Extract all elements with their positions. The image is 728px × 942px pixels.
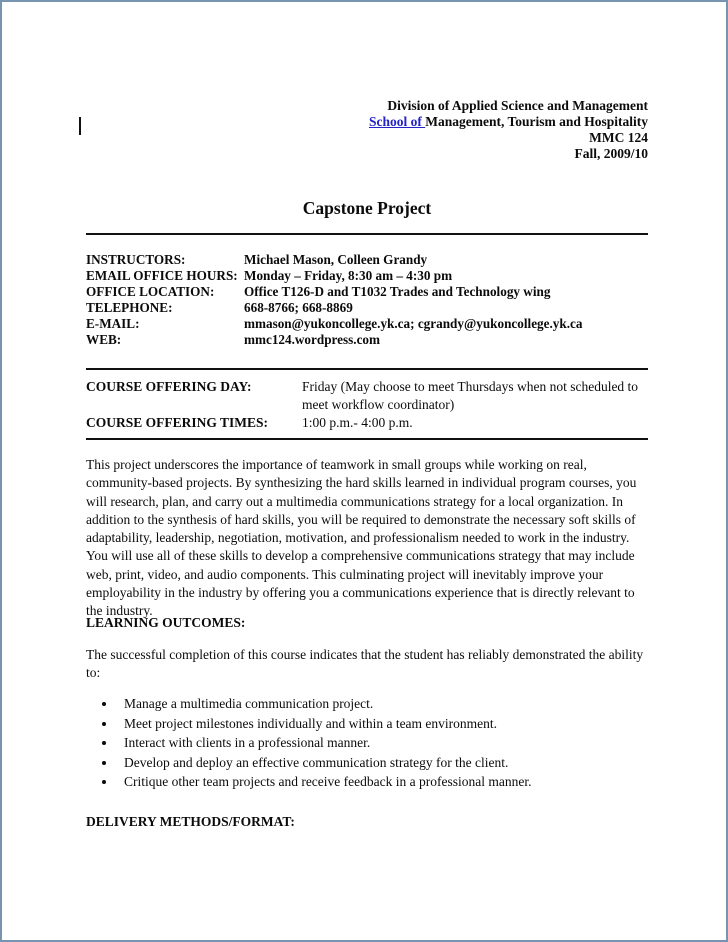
offering-value: Friday (May choose to meet Thursdays when not scheduled to meet workflow coordinator) xyxy=(302,379,639,412)
divider-below-offering xyxy=(86,438,648,440)
table-row xyxy=(86,252,648,268)
list-item: • Manage a multimedia communication project. xyxy=(117,694,648,714)
table-row xyxy=(86,300,648,316)
school-line-rest: Management, Tourism and Hospitality xyxy=(425,114,648,129)
contact-label: INSTRUCTORS: xyxy=(86,252,186,267)
contact-label: EMAIL OFFICE HOURS: xyxy=(86,267,238,283)
email-addresses: mmason@yukoncollege.yk.ca; cgrandy@yukoncollege.yk.ca xyxy=(244,315,583,331)
page-title: Capstone Project xyxy=(302,198,432,218)
contact-info-table xyxy=(86,252,648,347)
list-item: • Develop and deploy an effective communication strategy for the client. xyxy=(117,753,648,773)
course-code: MMC 124 xyxy=(589,130,648,145)
list-item: • Meet project milestones individually and within a team environment. xyxy=(117,714,648,734)
list-item: • Critique other team projects and receive feedback in a professional manner. xyxy=(117,772,648,792)
list-item: • Interact with clients in a professional manner. xyxy=(117,733,648,753)
table-row xyxy=(86,316,648,332)
course-offering-table xyxy=(86,378,648,431)
divider-under-title xyxy=(86,233,648,235)
division-line: Division of Applied Science and Management xyxy=(387,98,648,113)
learning-outcomes-list xyxy=(86,694,648,792)
school-line xyxy=(86,114,648,130)
contact-label: OFFICE LOCATION: xyxy=(86,283,215,299)
margin-change-bar xyxy=(79,117,81,135)
document-header xyxy=(86,98,648,162)
contact-value: Monday – Friday, 8:30 am – 4:30 pm xyxy=(244,267,453,283)
contact-label: TELEPHONE: xyxy=(86,299,173,315)
contact-value: 668-8766; 668-8869 xyxy=(244,299,353,315)
learning-outcomes-heading: LEARNING OUTCOMES: xyxy=(86,615,246,630)
offering-label: COURSE OFFERING TIMES: xyxy=(86,414,269,430)
table-row xyxy=(86,332,648,348)
offering-label: COURSE OFFERING DAY: xyxy=(86,379,252,394)
contact-value: Michael Mason, Colleen Grandy xyxy=(244,252,428,267)
learning-outcomes-intro: The successful completion of this course indicates that the student has reliably demonstrated the ability to: xyxy=(86,647,644,681)
divider-above-offering xyxy=(86,368,648,370)
term-line: Fall, 2009/10 xyxy=(574,146,648,161)
course-description: This project underscores the importance of teamwork in small groups while working on real, community-based projects. By synthesizing the hard skills learned in individual program courses, you will research, plan, and carry out a multimedia communications strategy for a local organization. In addition to the synthesis of hard skills, you will be required to demonstrate the necessary soft skills of adaptability, leadership, negotiation, motivation, and professionalism needed to work in the industry. You will use all of these skills to develop a comprehensive communications strategy that may include web, print, video, and audio components. This culminating project will inevitably improve your employability in the industry by offering you a communications experience that is directly relevant to the industry. xyxy=(86,457,637,619)
delivery-methods-heading: DELIVERY METHODS/FORMAT: xyxy=(86,814,295,829)
contact-label: WEB: xyxy=(86,331,122,347)
school-of-link[interactable]: School of xyxy=(368,114,426,129)
web-address: mmc124.wordpress.com xyxy=(244,331,381,347)
table-row xyxy=(86,284,648,300)
contact-value: Office T126-D and T1032 Trades and Technology wing xyxy=(244,283,551,299)
table-row xyxy=(86,268,648,284)
table-row xyxy=(86,378,648,414)
contact-label: E-MAIL: xyxy=(86,315,140,331)
table-row xyxy=(86,414,648,432)
offering-value: 1:00 p.m.- 4:00 p.m. xyxy=(302,414,413,430)
